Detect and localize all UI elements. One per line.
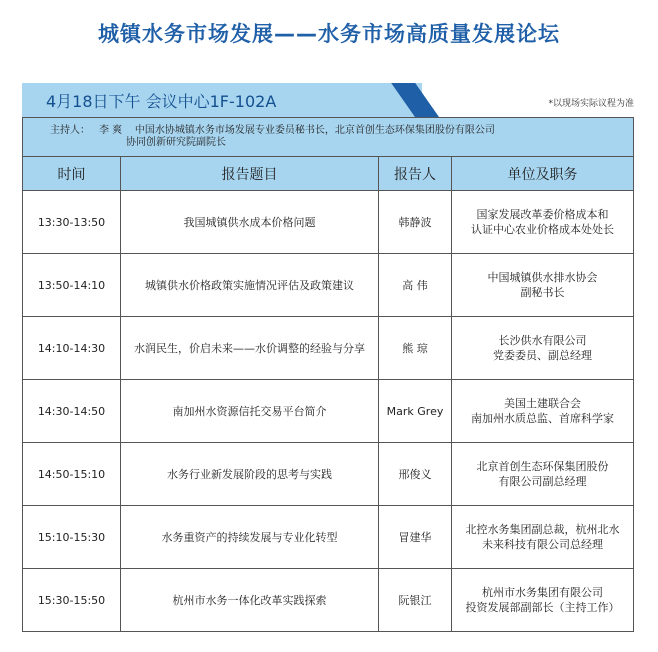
header-topic: 报告题目 — [121, 157, 379, 190]
row-org-line1: 北控水务集团副总裁，杭州北水 — [465, 523, 620, 536]
row-topic: 水务重资产的持续发展与专业化转型 — [121, 506, 379, 568]
row-speaker: Mark Grey — [379, 380, 452, 442]
row-organization — [452, 254, 633, 316]
header-speaker: 报告人 — [379, 157, 452, 190]
row-org-line1: 长沙供水有限公司 — [498, 334, 587, 347]
row-org-line1: 美国土建联合会 — [504, 397, 581, 410]
row-speaker: 邢俊义 — [379, 443, 452, 505]
row-organization — [452, 506, 633, 568]
row-organization — [452, 569, 633, 631]
host-label: 主持人： — [50, 125, 90, 136]
table-row — [23, 506, 633, 569]
agenda-note: *以现场实际议程为准 — [548, 99, 634, 109]
row-time: 14:10-14:30 — [23, 317, 121, 379]
session-banner — [22, 83, 634, 117]
host-title-line1: 中国水协城镇水务市场发展专业委员秘书长，北京首创生态环保集团股份有限公司 — [134, 125, 495, 136]
row-org-line2: 未来科技有限公司总经理 — [482, 538, 603, 551]
row-time: 13:30-13:50 — [23, 191, 121, 253]
row-topic: 水务行业新发展阶段的思考与实践 — [121, 443, 379, 505]
row-org-line2: 有限公司副总经理 — [498, 475, 587, 488]
row-speaker: 阮银江 — [379, 569, 452, 631]
row-time: 14:30-14:50 — [23, 380, 121, 442]
row-org-line2: 投资发展部副部长（主持工作） — [465, 601, 620, 614]
table-row — [23, 443, 633, 506]
row-time: 13:50-14:10 — [23, 254, 121, 316]
row-speaker: 高 伟 — [379, 254, 452, 316]
row-speaker: 韩静波 — [379, 191, 452, 253]
table-row — [23, 569, 633, 631]
host-info — [23, 118, 633, 157]
row-org-line2: 党委委员、副总经理 — [493, 349, 592, 362]
row-topic: 我国城镇供水成本价格问题 — [121, 191, 379, 253]
row-organization — [452, 317, 633, 379]
row-topic: 水润民生，价启未来——水价调整的经验与分享 — [121, 317, 379, 379]
row-organization — [452, 443, 633, 505]
header-time: 时间 — [23, 157, 121, 190]
table-row — [23, 380, 633, 443]
table-row — [23, 317, 633, 380]
row-topic: 城镇供水价格政策实施情况评估及政策建议 — [121, 254, 379, 316]
row-org-line1: 杭州市水务集团有限公司 — [482, 586, 603, 599]
table-row — [23, 191, 633, 254]
table-header-row — [23, 157, 633, 191]
row-time: 14:50-15:10 — [23, 443, 121, 505]
row-org-line1: 国家发展改革委价格成本和 — [476, 208, 609, 221]
row-speaker: 熊 琼 — [379, 317, 452, 379]
row-org-line2: 南加州水质总监、首席科学家 — [471, 412, 614, 425]
row-organization — [452, 191, 633, 253]
row-org-line2: 认证中心农业价格成本处处长 — [471, 223, 614, 236]
row-org-line1: 中国城镇供水排水协会 — [487, 271, 598, 284]
header-organization: 单位及职务 — [507, 166, 578, 183]
row-topic: 杭州市水务一体化改革实践探索 — [121, 569, 379, 631]
row-topic: 南加州水资源信托交易平台简介 — [121, 380, 379, 442]
session-time-place: 4月18日下午 会议中心1F-102A — [46, 92, 277, 111]
row-time: 15:10-15:30 — [23, 506, 121, 568]
agenda-table — [22, 117, 634, 632]
row-org-line2: 副秘书长 — [520, 286, 565, 299]
row-org-line1: 北京首创生态环保集团股份 — [476, 460, 609, 473]
row-organization — [452, 380, 633, 442]
host-name: 李 爽 — [99, 125, 123, 136]
row-time: 15:30-15:50 — [23, 569, 121, 631]
host-title-line2: 协同创新研究院副院长 — [126, 137, 226, 148]
table-row — [23, 254, 633, 317]
page-title: 城镇水务市场发展——水务市场高质量发展论坛 — [98, 22, 560, 46]
row-speaker: 冒建华 — [379, 506, 452, 568]
